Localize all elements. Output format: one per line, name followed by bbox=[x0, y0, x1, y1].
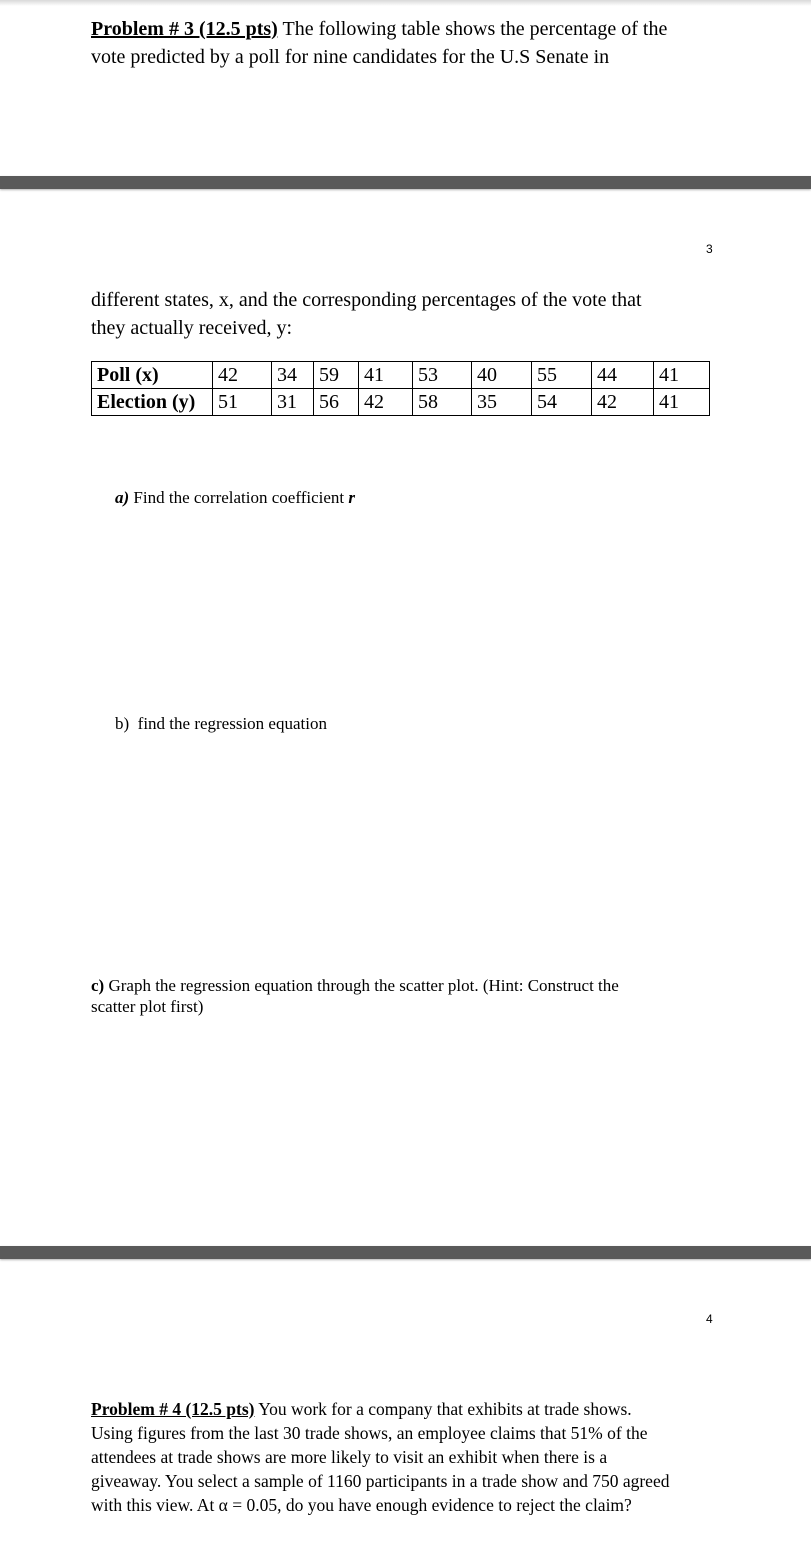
problem4-heading: Problem # 4 (12.5 pts) bbox=[91, 1399, 255, 1419]
data-table bbox=[91, 361, 710, 416]
page-break bbox=[0, 1246, 811, 1259]
page-edge bbox=[0, 0, 811, 6]
table-cell: 44 bbox=[592, 362, 654, 389]
problem3-intro-continued: different states, x, and the corresponding percentages of the vote that they actually received, y: bbox=[91, 289, 642, 339]
table-cell: 41 bbox=[654, 389, 710, 416]
table-cell: 35 bbox=[472, 389, 532, 416]
table-cell: 51 bbox=[213, 389, 272, 416]
problem3-heading: Problem # 3 (12.5 pts) bbox=[91, 18, 278, 40]
part-b: b) find the regression equation bbox=[115, 714, 327, 733]
problem3-intro: Problem # 3 (12.5 pts) The following table shows the percentage of the vote predicted by a poll for nine candidates for the U.S Senate in bbox=[91, 18, 668, 68]
table-row bbox=[92, 362, 710, 389]
table-row bbox=[92, 389, 710, 416]
page-break bbox=[0, 176, 811, 189]
row-label-poll: Poll (x) bbox=[92, 362, 213, 389]
table-cell: 40 bbox=[472, 362, 532, 389]
table-cell: 55 bbox=[532, 362, 592, 389]
problem4: Problem # 4 (12.5 pts) You work for a company that exhibits at trade shows. Using figures from the last 30 trade shows, an employee claims that 51% of the attendees at trade shows are more likely to visit an exhibit when there is a giveaway. You select a sample of 1160 participants in a trade show and 750 agreed with this view. At α = 0.05, do you have enough evidence to reject the claim? bbox=[91, 1399, 670, 1515]
table-cell: 59 bbox=[314, 362, 359, 389]
table-cell: 41 bbox=[359, 362, 413, 389]
part-a: a) Find the correlation coefficient r bbox=[115, 488, 355, 507]
table-cell: 41 bbox=[654, 362, 710, 389]
table-cell: 53 bbox=[413, 362, 472, 389]
table-cell: 42 bbox=[592, 389, 654, 416]
part-c: c) Graph the regression equation through the scatter plot. (Hint: Construct the scatter plot first) bbox=[91, 976, 619, 1016]
table-cell: 34 bbox=[272, 362, 314, 389]
page-number: 3 bbox=[706, 242, 713, 256]
table-cell: 31 bbox=[272, 389, 314, 416]
page-number: 4 bbox=[706, 1312, 713, 1326]
row-label-election: Election (y) bbox=[92, 389, 213, 416]
table-cell: 42 bbox=[359, 389, 413, 416]
table-cell: 56 bbox=[314, 389, 359, 416]
table-cell: 58 bbox=[413, 389, 472, 416]
table-cell: 42 bbox=[213, 362, 272, 389]
table-cell: 54 bbox=[532, 389, 592, 416]
